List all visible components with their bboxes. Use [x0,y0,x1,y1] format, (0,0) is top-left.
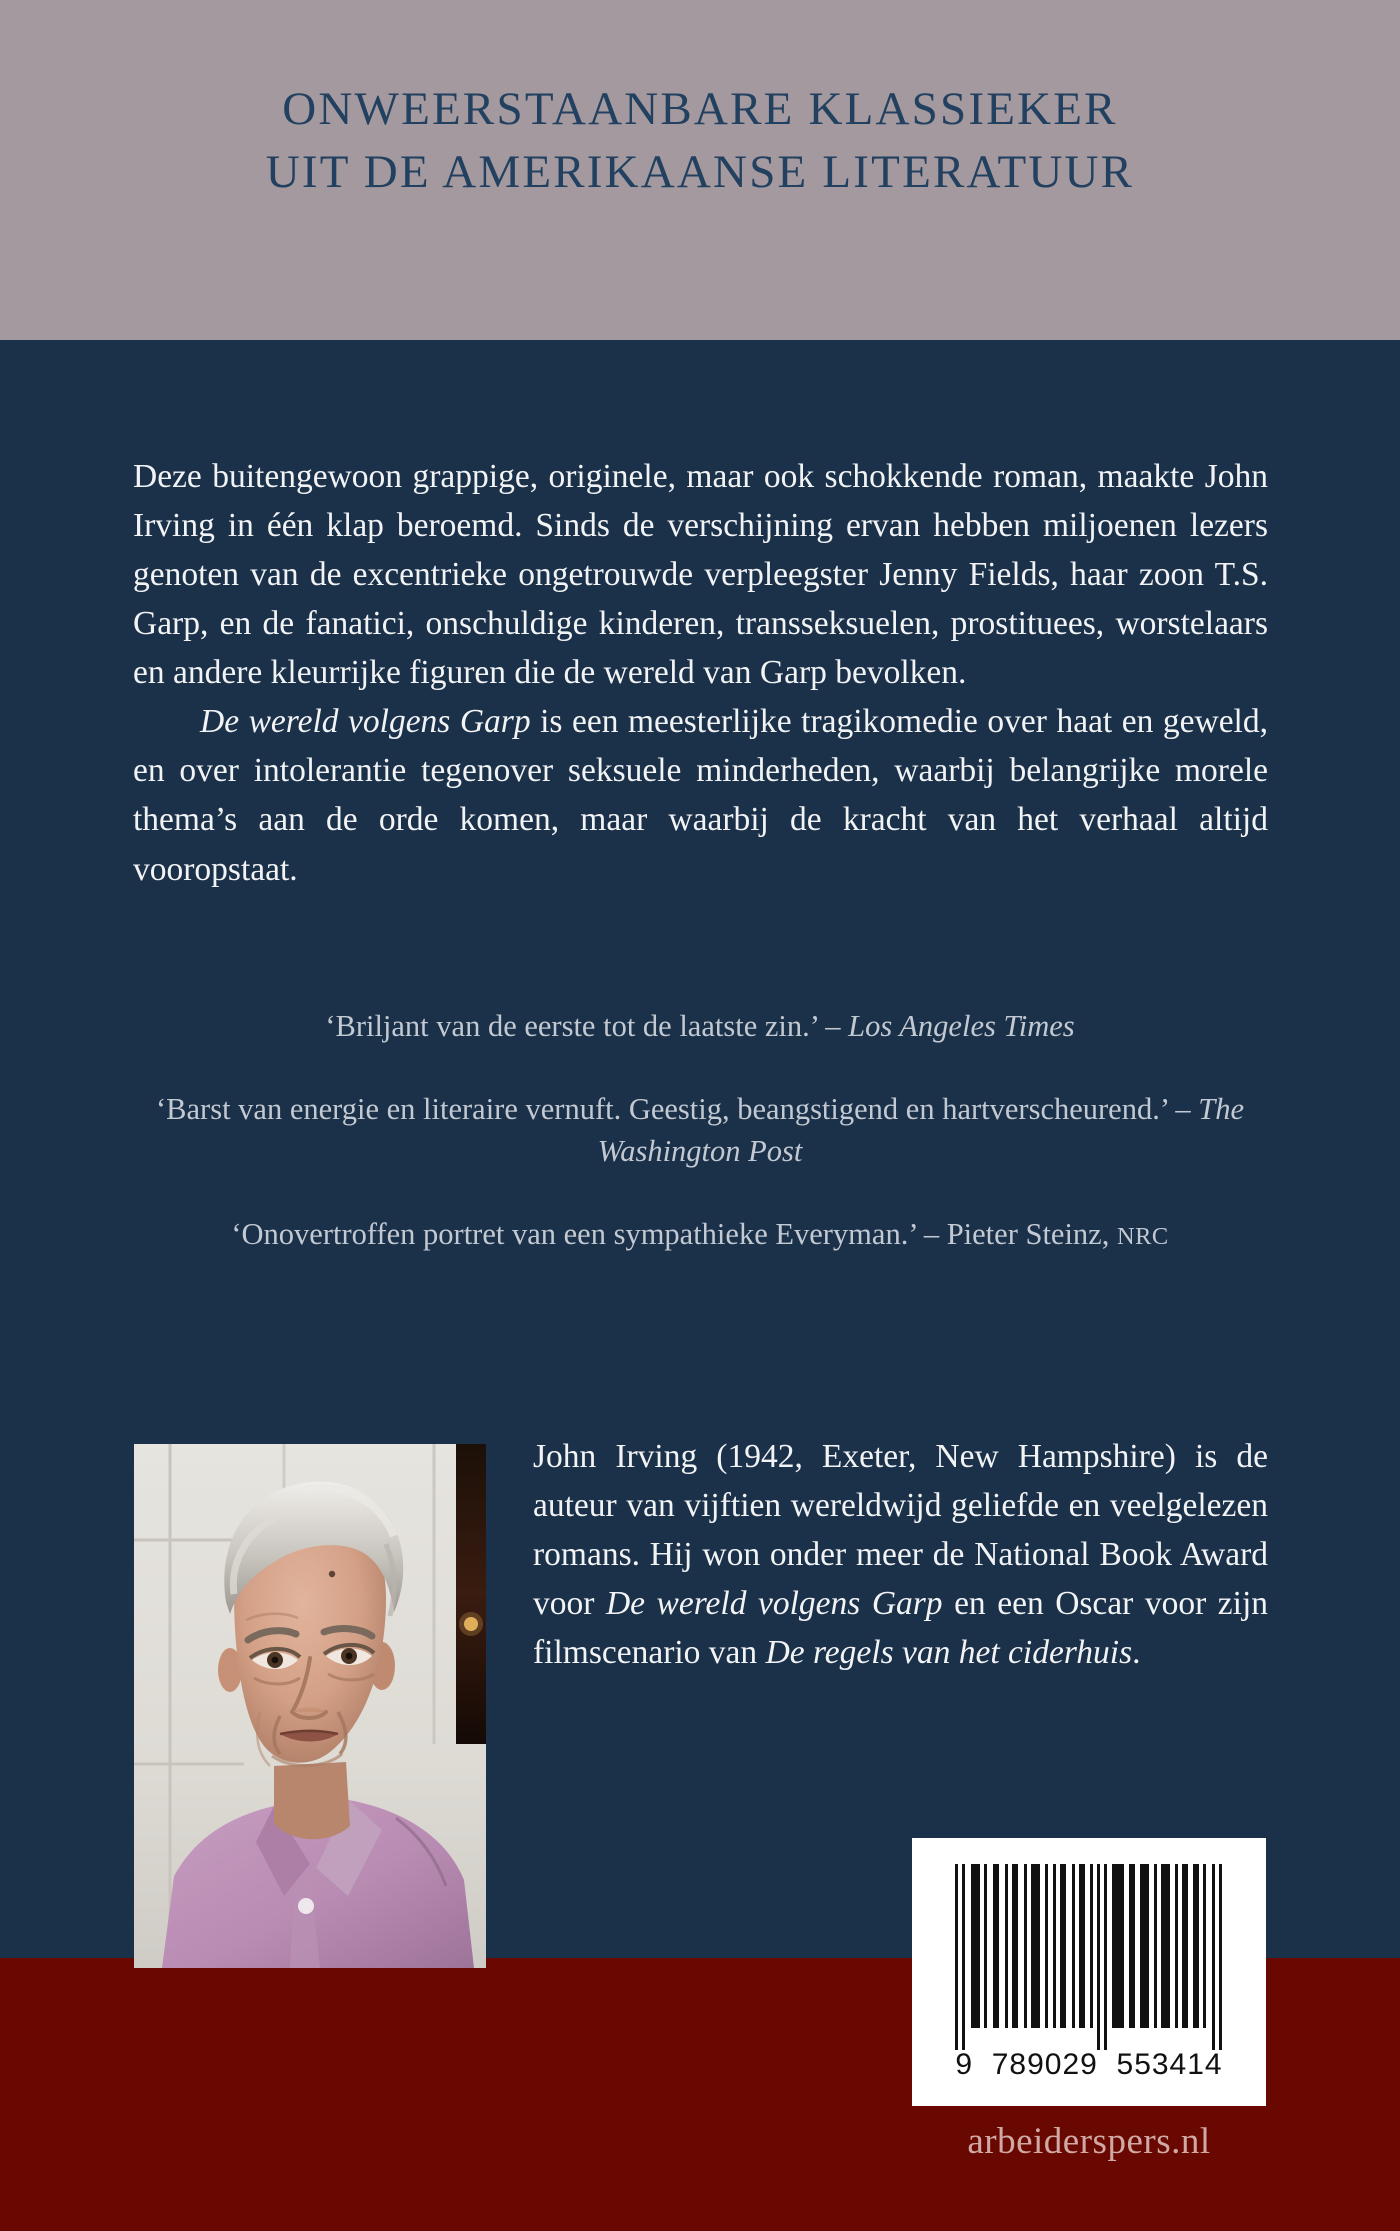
press-quote-source: The Washington Post [597,1091,1244,1169]
author-bio-title-1: De wereld volgens Garp [605,1585,943,1623]
blurb-paragraph-2 [133,697,1268,893]
author-bio [533,1432,1268,1677]
author-bio-part-3: . [1132,1634,1141,1672]
author-bio-part-2: en een Oscar voor zijn filmscenario van [533,1585,1269,1672]
press-quote-text: ‘Barst van energie en literaire vernuft. Geestig, beangstigend en hartverscheurend.’ – [156,1091,1199,1126]
cover-tagline-line-1: ONWEERSTAANBARE KLASSIEKER [282,83,1118,135]
author-portrait-photo [134,1444,486,1968]
press-quote [150,1213,1250,1256]
barcode [912,1838,1266,2106]
author-bio-title-2: De regels van het ciderhuis [765,1634,1133,1672]
press-quote-text: ‘Onovertroffen portret van een sympathieke Everyman.’ – Pieter Steinz, [231,1217,1117,1252]
press-quote-source: Los Angeles Times [848,1009,1075,1043]
cover-tagline [0,78,1400,203]
press-quote-text: ‘Briljant van de eerste tot de laatste zin.’ – [325,1009,849,1043]
book-blurb [133,452,1268,894]
press-quote [150,1005,1250,1048]
author-portrait-image [134,1444,486,1968]
publisher-website[interactable]: arbeiderspers.nl [967,2121,1211,2162]
barcode-number: 9 789029 553414 [955,2048,1223,2081]
press-quote-source: NRC [1116,1223,1169,1251]
blurb-paragraph-1: Deze buitengewoon grappige, originele, maar ook schokkende roman, maakte John Irving in één klap beroemd. Sinds de verschijning ervan hebben miljoenen lezers genoten van de excentrieke ongetrouwde verpleegster Jenny Fields, haar zoon T.S. Garp, en de fanatici, onschuldige kinderen, transseksuelen, prostituees, worstelaars en andere kleurrijke figuren die de wereld van Garp bevolken. [133,458,1268,692]
press-quote [150,1088,1250,1173]
blurb-book-title: De wereld volgens Garp [200,703,531,741]
blurb-paragraph-2-rest: is een meesterlijke tragikomedie over haat en geweld, en over intolerantie tegenover seksuele minderheden, waarbij belangrijke morele thema’s aan de orde komen, maar waarbij de kracht van het verhaal altijd vooropstaat. [133,703,1268,888]
barcode-bars-icon [949,1864,1229,2050]
press-quotes [150,1005,1250,1256]
author-bio-part-1: John Irving (1942, Exeter, New Hampshire) is de auteur van vijftien wereldwijd geliefde en veelgelezen romans. Hij won onder meer de National Book Award voor [533,1438,1268,1623]
cover-tagline-line-2: UIT DE AMERIKAANSE LITERATUUR [265,145,1135,198]
